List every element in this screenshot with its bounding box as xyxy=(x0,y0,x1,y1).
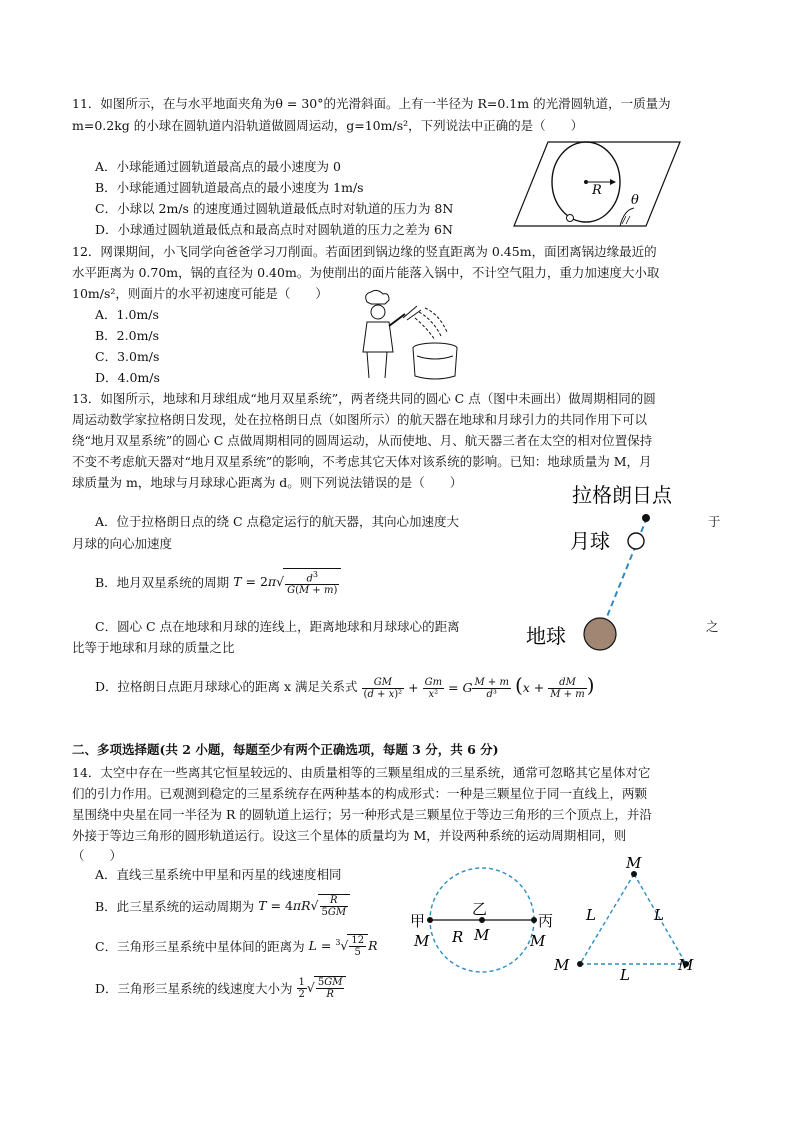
q13-option-a-line1[interactable]: A．位于拉格朗日点的绕 C 点稳定运行的航天器，其向心加速度大 xyxy=(95,514,460,529)
q12-option-c[interactable]: C．3.0m/s xyxy=(95,349,160,364)
q14-line3: 星围绕中央星在同一半径为 R 的圆轨道上运行；另一种形式是三颗星位于等边三角形的三个顶点上，并沿 xyxy=(72,807,652,822)
fig-l-left: L xyxy=(586,906,596,924)
q14-option-d-text: D．三角形三星系统的线速度大小为 xyxy=(95,981,293,996)
q13-option-b-formula: T = 2π√ $\frac{d^3}{G(M + m)}$ xyxy=(233,568,341,596)
q11-fig-theta: θ xyxy=(631,193,639,208)
q11-option-a[interactable]: A．小球能通过圆轨道最高点的最小速度为 0 xyxy=(95,159,341,174)
q14-option-d-formula: $\frac{1}{2}$ √ $\frac{5GM}{R}$ xyxy=(297,976,347,1000)
q14-option-c[interactable] xyxy=(95,928,378,964)
q14-option-b-formula: T = 4πR√ $\frac{R}{5GM}$ xyxy=(258,894,350,918)
q13-line4: 不变不考虑航天器对“地月双星系统”的影响，不考虑其它天体对该系统的影响。已知：地球质量为 M，月 xyxy=(72,454,652,469)
q12-line3: 10m/s²，则面片的水平初速度可能是（ ） xyxy=(72,286,328,301)
q12-line2: 水平距离为 0.70m，锅的直径为 0.40m。为使削出的面片能落入锅中，不计空气阻力，重力加速度大小取 xyxy=(72,265,660,280)
fig-m-left: M xyxy=(554,956,570,974)
q13-option-c-line1[interactable]: C．圆心 C 点在地球和月球的连线上，距离地球和月球球心的距离 xyxy=(95,619,460,634)
q13-line2: 周运动数学家拉格朗日发现，处在拉格朗日点（如图所示）的航天器在地球和月球引力的共同作用下可以 xyxy=(72,412,648,427)
fig-m-top: M xyxy=(626,854,642,872)
q12-option-d[interactable]: D．4.0m/s xyxy=(95,370,160,385)
q11-incline-figure xyxy=(508,138,684,230)
lagrange-point-icon xyxy=(642,514,650,522)
q14-option-a[interactable]: A．直线三星系统中甲星和丙星的线速度相同 xyxy=(95,867,342,882)
fig-bing: 丙 xyxy=(538,912,554,930)
q13-option-a-tail: 于 xyxy=(708,514,721,529)
fig-m-bing: M xyxy=(530,932,546,950)
q13-line1: 13．如图所示，地球和月球组成“地月双星系统”，两者绕共同的圆心 C 点（图中未画出）做周期相同的圆 xyxy=(72,391,656,406)
q13-option-d[interactable] xyxy=(95,666,595,706)
fig-yi: 乙 xyxy=(472,900,488,918)
q11-option-c[interactable]: C．小球以 2m/s 的速度通过圆轨道最低点时对轨道的压力为 8N xyxy=(95,201,454,216)
q12-line1: 12．网课期间，小飞同学向爸爸学习刀削面。若面团到锅边缘的竖直距离为 0.45m，面团离锅边缘最近的 xyxy=(72,244,657,259)
chef-illustration xyxy=(355,288,467,384)
q11-option-d[interactable]: D．小球通过圆轨道最低点和最高点时对圆轨道的压力之差为 6N xyxy=(95,222,453,237)
q13-option-a-line2: 月球的向心加速度 xyxy=(72,536,173,551)
fig-m-yi: M xyxy=(474,926,490,944)
label-earth: 地球 xyxy=(526,624,566,648)
moon-icon xyxy=(628,533,644,549)
q13-option-c-tail: 之 xyxy=(706,619,719,634)
q11-line2: m=0.2kg 的小球在圆轨道内沿轨道做圆周运动，g=10m/s²，下列说法中正确的是（ ） xyxy=(72,118,584,133)
q14-option-b-text: B．此三星系统的运动周期为 xyxy=(95,899,255,914)
q11-line1: 11．如图所示，在与水平地面夹角为θ = 30°的光滑斜面。上有一半径为 R=0.1m 的光滑圆轨道，一质量为 xyxy=(72,96,671,111)
linear-three-star-figure xyxy=(408,862,568,982)
label-lagrange: 拉格朗日点 xyxy=(572,483,672,507)
label-moon: 月球 xyxy=(570,529,610,553)
q13-option-b[interactable] xyxy=(95,562,341,602)
q14-option-b[interactable] xyxy=(95,886,350,926)
q12-option-b[interactable]: B．2.0m/s xyxy=(95,328,160,343)
q13-option-b-text: B．地月双星系统的周期 xyxy=(95,575,230,590)
fig-m-jia: M xyxy=(414,932,430,950)
q13-option-c-line2: 比等于地球和月球的质量之比 xyxy=(72,640,235,655)
q13-option-d-text: D．拉格朗日点距月球球心的距离 x 满足关系式 xyxy=(95,679,358,694)
fig-m-right: M xyxy=(678,956,694,974)
q14-option-c-formula: L = $^3$√ $\frac{12}{5}$ R xyxy=(308,935,378,958)
q13-line3: 绕“地月双星系统”的圆心 C 点做周期相同的圆周运动，从而使地、月、航天器三者在太空的相对位置保持 xyxy=(72,433,653,448)
fig-l-right: L xyxy=(654,906,664,924)
q14-option-d[interactable] xyxy=(95,968,346,1008)
earth-moon-figure xyxy=(520,478,704,658)
q14-line4: 外接于等边三角形的圆形轨道运行。设这三个星体的质量均为 M，并设两种系统的运动周期相同，则 xyxy=(72,828,627,843)
q14-line5: （ ） xyxy=(72,848,123,863)
q11-fig-r: R xyxy=(592,183,602,198)
section-2-heading: 二、多项选择题(共 2 小题，每题至少有两个正确选项，每题 3 分，共 6 分) xyxy=(72,742,499,757)
earth-icon xyxy=(584,618,616,650)
fig-l-bottom: L xyxy=(620,966,630,980)
fig-jia: 甲 xyxy=(410,912,426,930)
q14-option-c-text: C．三角形三星系统中星体间的距离为 xyxy=(95,939,305,954)
q11-option-b[interactable]: B．小球能通过圆轨道最高点的最小速度为 1m/s xyxy=(95,180,364,195)
q14-line2: 们的引力作用。已观测到稳定的三星系统存在两种基本的构成形式：一种是三颗星位于同一直线上，两颗 xyxy=(72,786,648,801)
q12-option-a[interactable]: A．1.0m/s xyxy=(95,307,159,322)
q14-line1: 14．太空中存在一些离其它恒星较远的、由质量相等的三颗星组成的三星系统，通常可忽略其它星体对它 xyxy=(72,765,651,780)
triangle-three-star-figure xyxy=(548,850,708,980)
fig-r: R xyxy=(452,928,464,946)
q13-line5: 球质量为 m，地球与月球球心距离为 d。则下列说法错误的是（ ） xyxy=(72,475,463,490)
q13-option-d-formula: $\frac{GM}{\text{(d + x)²}}$ + $\frac{Gm}{\text{x²}}$ = G $\frac{M + m}{\text{d³}}$ (x + $\frac{dM}{M + m}$ ) xyxy=(363,672,595,700)
